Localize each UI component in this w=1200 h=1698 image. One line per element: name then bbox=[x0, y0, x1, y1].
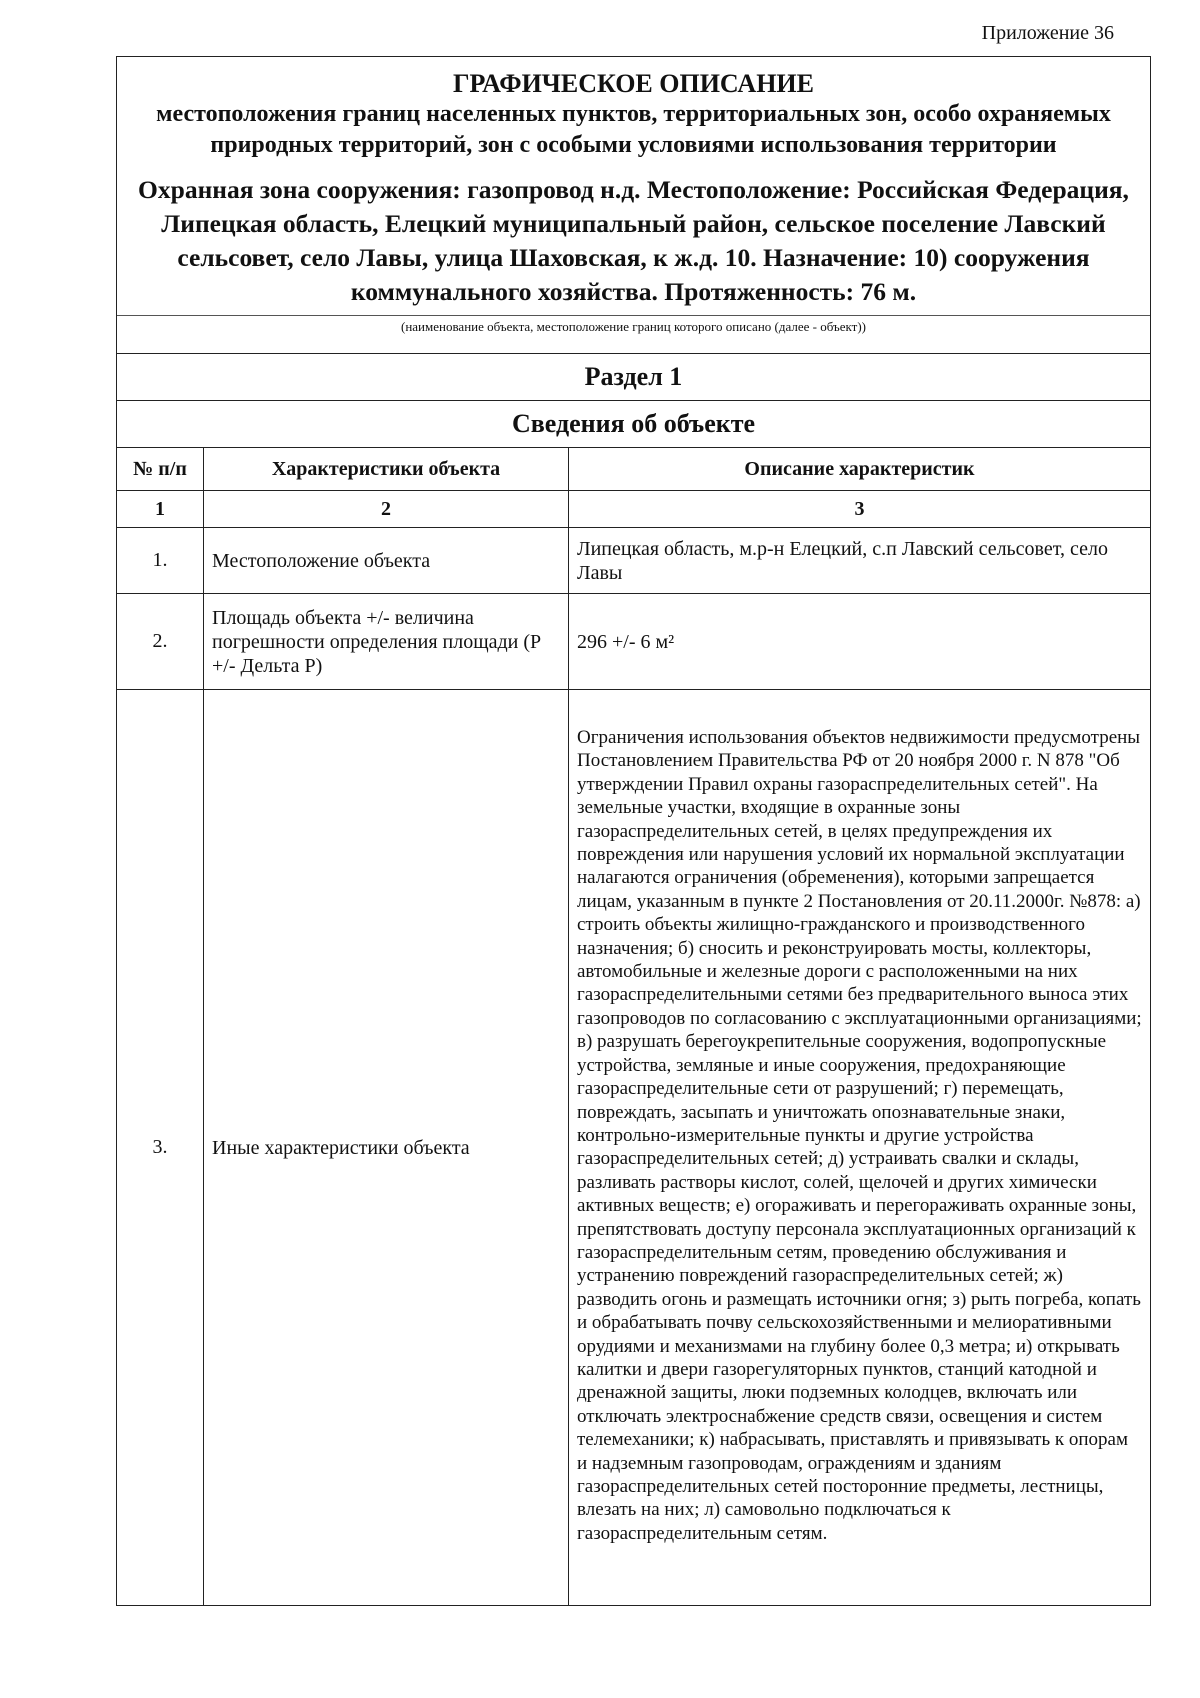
row-description: 296 +/- 6 м² bbox=[569, 594, 1151, 690]
object-info-table bbox=[117, 447, 1150, 1605]
column-number: 3 bbox=[569, 491, 1151, 528]
document-subtitle: местоположения границ населенных пунктов, территориальных зон, особо охраняемых природных территорий, зон с особыми условиями использования территории bbox=[156, 101, 1111, 158]
object-name-note: (наименование объекта, местоположение границ которого описано (далее - объект)) bbox=[117, 315, 1150, 353]
document-frame bbox=[116, 56, 1151, 1606]
document-header bbox=[117, 57, 1150, 315]
row-number: 3. bbox=[117, 690, 204, 1606]
section-subtitle: Сведения об объекте bbox=[117, 400, 1150, 447]
header-characteristic: Характеристики объекта bbox=[204, 448, 569, 491]
row-characteristic: Площадь объекта +/- величина погрешности определения площади (Р +/- Дельта Р) bbox=[204, 594, 569, 690]
section-title: Раздел 1 bbox=[117, 353, 1150, 400]
column-number: 2 bbox=[204, 491, 569, 528]
header-number: № п/п bbox=[117, 448, 204, 491]
row-number: 1. bbox=[117, 528, 204, 594]
table-row bbox=[117, 528, 1150, 594]
table-header-row bbox=[117, 448, 1150, 491]
table-row bbox=[117, 690, 1150, 1606]
column-number: 1 bbox=[117, 491, 204, 528]
row-number: 2. bbox=[117, 594, 204, 690]
appendix-label: Приложение 36 bbox=[981, 22, 1114, 44]
header-description: Описание характеристик bbox=[569, 448, 1151, 491]
row-characteristic: Иные характеристики объекта bbox=[204, 690, 569, 1606]
column-number-row bbox=[117, 491, 1150, 528]
document-title: ГРАФИЧЕСКОЕ ОПИСАНИЕ bbox=[453, 69, 814, 98]
row-description: Липецкая область, м.р-н Елецкий, с.п Лавский сельсовет, село Лавы bbox=[569, 528, 1151, 594]
row-characteristic: Местоположение объекта bbox=[204, 528, 569, 594]
object-name: Охранная зона сооружения: газопровод н.д. Местоположение: Российская Федерация, Липецкая область, Елецкий муниципальный район, сельское поселение Лавский сельсовет, село Лавы, улица Шаховская, к ж.д. 10. Назначение: 10) сооружения коммунального хозяйства. Протяженность: 76 м. bbox=[138, 175, 1129, 306]
row-description: Ограничения использования объектов недвижимости предусмотрены Постановлением Правительства РФ от 20 ноября 2000 г. N 878 "Об утверждении Правил охраны газораспределительных сетей". На земельные участки, входящие в охранные зоны газораспределительных сетей, в целях предупреждения их повреждения или нарушения условий их нормальной эксплуатации налагаются ограничения (обременения), которыми запрещается лицам, указанным в пункте 2 Постановления от 20.11.2000г. №878: а) строить объекты жилищно-гражданского и производственного назначения; б) сносить и реконструировать мосты, коллекторы, автомобильные и железные дороги с расположенными на них газораспределительными сетями без предварительного выноса этих газопроводов по согласованию с эксплуатационными организациями; в) разрушать берегоукрепительные сооружения, водопропускные устройства, земляные и иные сооружения, предохраняющие газораспределительные сети от разрушений; г) перемещать, повреждать, засыпать и уничтожать опознавательные знаки, контрольно-измерительные пункты и другие устройства газораспределительных сетей; д) устраивать свалки и склады, разливать растворы кислот, солей, щелочей и других химически активных веществ; е) огораживать и перегораживать охранные зоны, препятствовать доступу персонала эксплуатационных организаций к газораспределительным сетям, проведению обслуживания и устранению повреждений газораспределительных сетей; ж) разводить огонь и размещать источники огня; з) рыть погреба, копать и обрабатывать почву сельскохозяйственными и мелиоративными орудиями и механизмами на глубину более 0,3 метра; и) открывать калитки и двери газорегуляторных пунктов, станций катодной и дренажной защиты, люки подземных колодцев, включать или отключать электроснабжение средств связи, освещения и систем телемеханики; к) набрасывать, приставлять и привязывать к опорам и надземным газопроводам, ограждениям и зданиям газораспределительных сетей посторонние предметы, лестницы, влезать на них; л) самовольно подключаться к газораспределительным сетям. bbox=[569, 690, 1151, 1606]
table-row bbox=[117, 594, 1150, 690]
